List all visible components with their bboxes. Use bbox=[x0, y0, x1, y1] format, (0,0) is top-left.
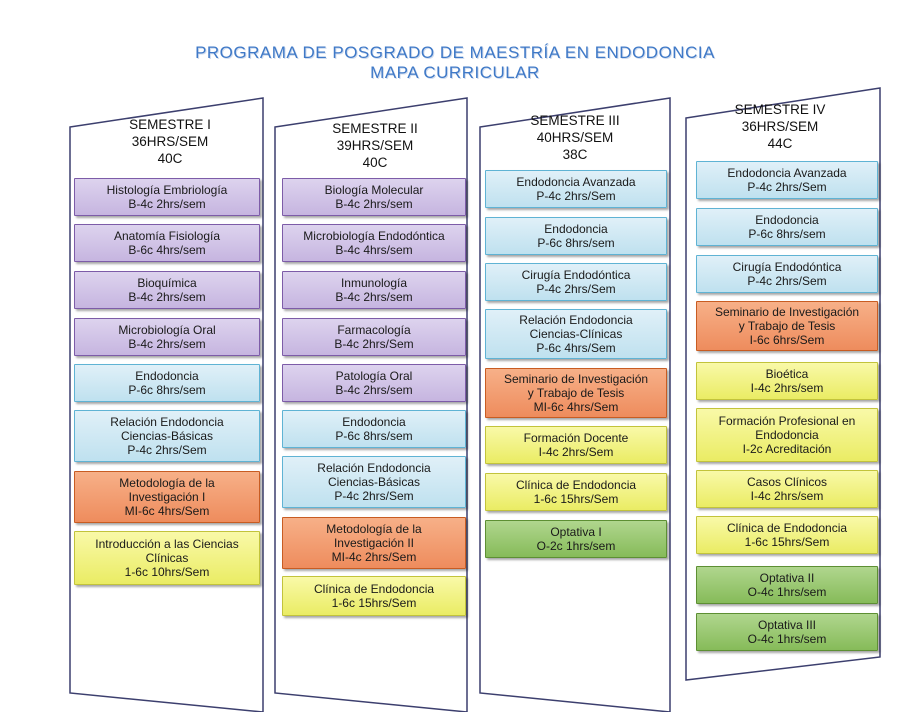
course-text-line: y Trabajo de Tesis bbox=[527, 386, 625, 400]
semester-credits: 44C bbox=[767, 136, 793, 151]
course-text-line: B-4c 2hrs/sem bbox=[335, 197, 413, 211]
course-box bbox=[696, 161, 878, 199]
course-box bbox=[696, 362, 878, 400]
semester-name: SEMESTRE III bbox=[530, 113, 620, 128]
course-box bbox=[696, 470, 878, 508]
course-text-line: Patología Oral bbox=[335, 369, 413, 383]
course-text-line: Ciencias-Básicas bbox=[120, 429, 214, 443]
course-text-line: B-4c 2hrs/sem bbox=[335, 383, 413, 397]
course-text-line: Ciencias-Clínicas bbox=[529, 327, 623, 341]
semester-hours: 36HRS/SEM bbox=[131, 134, 209, 149]
course-box bbox=[282, 517, 466, 569]
course-text-line: Clínica de Endodoncia bbox=[313, 582, 435, 596]
course-box bbox=[485, 170, 667, 208]
course-box bbox=[74, 224, 260, 262]
page-subtitle: MAPA CURRICULAR bbox=[370, 63, 540, 82]
course-text-line: Cirugía Endodóntica bbox=[732, 260, 842, 274]
course-text-line: 1-6c 10hrs/Sem bbox=[124, 565, 210, 579]
course-box bbox=[485, 217, 667, 255]
course-text-line: Farmacología bbox=[337, 323, 411, 337]
course-text-line: P-6c 8hrs/sem bbox=[335, 429, 413, 443]
course-text-line: O-4c 1hrs/sem bbox=[747, 585, 827, 599]
course-box bbox=[282, 318, 466, 356]
course-text-line: Clínica de Endodoncia bbox=[726, 521, 848, 535]
course-box bbox=[485, 520, 667, 558]
course-text-line: y Trabajo de Tesis bbox=[738, 319, 836, 333]
course-text-line: I-4c 2hrs/sem bbox=[750, 381, 824, 395]
course-box bbox=[485, 263, 667, 301]
course-text-line: Formación Profesional en bbox=[718, 414, 856, 428]
course-box bbox=[74, 364, 260, 402]
course-text-line: B-6c 4hrs/sem bbox=[128, 243, 206, 257]
course-text-line: P-4c 2hrs/Sem bbox=[334, 489, 414, 503]
course-box bbox=[696, 408, 878, 462]
course-text-line: Formación Docente bbox=[523, 431, 629, 445]
course-text-line: O-4c 1hrs/sem bbox=[747, 632, 827, 646]
course-text-line: P-6c 8hrs/sem bbox=[748, 227, 826, 241]
course-text-line: Endodoncia Avanzada bbox=[516, 175, 636, 189]
course-text-line: 1-6c 15hrs/Sem bbox=[533, 492, 619, 506]
course-text-line: B-4c 2hrs/sem bbox=[128, 197, 206, 211]
course-text-line: Casos Clínicos bbox=[746, 475, 828, 489]
semester-hours: 40HRS/SEM bbox=[536, 130, 614, 145]
course-text-line: Relación Endodoncia bbox=[519, 313, 633, 327]
course-text-line: Metodología de la bbox=[326, 522, 422, 536]
course-box bbox=[485, 368, 667, 418]
course-text-line: Relación Endodoncia bbox=[110, 415, 224, 429]
course-text-line: Optativa III bbox=[757, 618, 817, 632]
semester-hours: 36HRS/SEM bbox=[741, 119, 819, 134]
course-box bbox=[282, 178, 466, 216]
course-text-line: B-4c 4hrs/sem bbox=[335, 243, 413, 257]
course-text-line: Bioética bbox=[765, 367, 809, 381]
course-text-line: Cirugía Endodóntica bbox=[521, 268, 631, 282]
course-box bbox=[485, 473, 667, 511]
semester-credits: 40C bbox=[362, 155, 388, 170]
course-box bbox=[696, 613, 878, 651]
semester-name: SEMESTRE IV bbox=[734, 102, 826, 117]
course-text-line: P-6c 8hrs/sem bbox=[128, 383, 206, 397]
course-text-line: Investigación I bbox=[128, 490, 206, 504]
course-box bbox=[74, 471, 260, 523]
course-text-line: B-4c 2hrs/sem bbox=[128, 290, 206, 304]
course-box bbox=[696, 516, 878, 554]
course-text-line: Anatomía Fisiología bbox=[113, 229, 221, 243]
course-text-line: 1-6c 15hrs/Sem bbox=[331, 596, 417, 610]
course-text-line: B-4c 2hrs/Sem bbox=[334, 337, 414, 351]
course-text-line: Relación Endodoncia bbox=[317, 461, 431, 475]
course-text-line: I-4c 2hrs/sem bbox=[750, 489, 824, 503]
course-box bbox=[696, 255, 878, 293]
course-box bbox=[282, 224, 466, 262]
course-text-line: P-6c 8hrs/sem bbox=[537, 236, 615, 250]
course-text-line: P-4c 2hrs/Sem bbox=[747, 274, 827, 288]
course-text-line: Endodoncia Avanzada bbox=[727, 166, 847, 180]
course-text-line: I-2c Acreditación bbox=[742, 442, 832, 456]
course-box bbox=[282, 364, 466, 402]
course-box bbox=[74, 410, 260, 462]
course-text-line: Endodoncia bbox=[342, 415, 406, 429]
course-text-line: 1-6c 15hrs/Sem bbox=[744, 535, 830, 549]
course-text-line: Microbiología Endodóntica bbox=[303, 229, 445, 243]
course-text-line: P-4c 2hrs/Sem bbox=[536, 282, 616, 296]
course-text-line: Optativa I bbox=[550, 525, 602, 539]
course-box bbox=[282, 576, 466, 616]
course-box bbox=[696, 208, 878, 246]
course-text-line: I-4c 2hrs/Sem bbox=[538, 445, 614, 459]
course-box bbox=[696, 301, 878, 351]
semester-name: SEMESTRE I bbox=[129, 117, 211, 132]
semester-name: SEMESTRE II bbox=[332, 121, 418, 136]
course-text-line: Investigación II bbox=[333, 536, 415, 550]
semester-credits: 40C bbox=[157, 151, 183, 166]
course-text-line: Inmunología bbox=[340, 276, 408, 290]
course-text-line: Introducción a las Ciencias bbox=[95, 537, 239, 551]
semester-header-4 bbox=[705, 101, 855, 152]
course-text-line: Clínicas bbox=[145, 551, 189, 565]
course-text-line: B-4c 2hrs/sem bbox=[335, 290, 413, 304]
course-text-line: Seminario de Investigación bbox=[503, 372, 649, 386]
semester-header-1 bbox=[90, 116, 250, 167]
course-box bbox=[74, 531, 260, 585]
course-box bbox=[74, 318, 260, 356]
course-text-line: Bioquímica bbox=[137, 276, 197, 290]
course-text-line: MI-6c 4hrs/Sem bbox=[124, 504, 210, 518]
course-text-line: P-4c 2hrs/Sem bbox=[127, 443, 207, 457]
course-text-line: P-4c 2hrs/Sem bbox=[536, 189, 616, 203]
course-box bbox=[485, 309, 667, 359]
semester-header-2 bbox=[300, 120, 450, 171]
course-text-line: B-4c 2hrs/sem bbox=[128, 337, 206, 351]
course-box bbox=[74, 271, 260, 309]
semester-hours: 39HRS/SEM bbox=[336, 138, 414, 153]
course-text-line: I-6c 6hrs/Sem bbox=[749, 333, 825, 347]
course-text-line: MI-6c 4hrs/Sem bbox=[533, 400, 619, 414]
course-text-line: Optativa II bbox=[759, 571, 815, 585]
course-text-line: Microbiología Oral bbox=[118, 323, 216, 337]
course-text-line: O-2c 1hrs/sem bbox=[536, 539, 616, 553]
course-text-line: Metodología de la bbox=[119, 476, 215, 490]
course-box bbox=[485, 426, 667, 464]
course-box bbox=[696, 566, 878, 604]
course-text-line: Clínica de Endodoncia bbox=[515, 478, 637, 492]
course-box bbox=[282, 410, 466, 448]
course-text-line: Endodoncia bbox=[755, 428, 819, 442]
course-text-line: Histología Embriología bbox=[106, 183, 228, 197]
course-text-line: Endodoncia bbox=[135, 369, 199, 383]
course-text-line: Biología Molecular bbox=[324, 183, 424, 197]
course-text-line: Endodoncia bbox=[755, 213, 819, 227]
course-box bbox=[282, 271, 466, 309]
course-text-line: P-4c 2hrs/Sem bbox=[747, 180, 827, 194]
course-text-line: Endodoncia bbox=[544, 222, 608, 236]
course-text-line: MI-4c 2hrs/Sem bbox=[331, 550, 417, 564]
course-text-line: P-6c 4hrs/Sem bbox=[536, 341, 616, 355]
course-text-line: Ciencias-Básicas bbox=[327, 475, 421, 489]
course-box bbox=[74, 178, 260, 216]
semester-credits: 38C bbox=[562, 147, 588, 162]
semester-header-3 bbox=[500, 112, 650, 163]
course-box bbox=[282, 456, 466, 508]
page-title: PROGRAMA DE POSGRADO DE MAESTRÍA EN ENDODONCIA bbox=[195, 43, 715, 62]
course-text-line: Seminario de Investigación bbox=[714, 305, 860, 319]
